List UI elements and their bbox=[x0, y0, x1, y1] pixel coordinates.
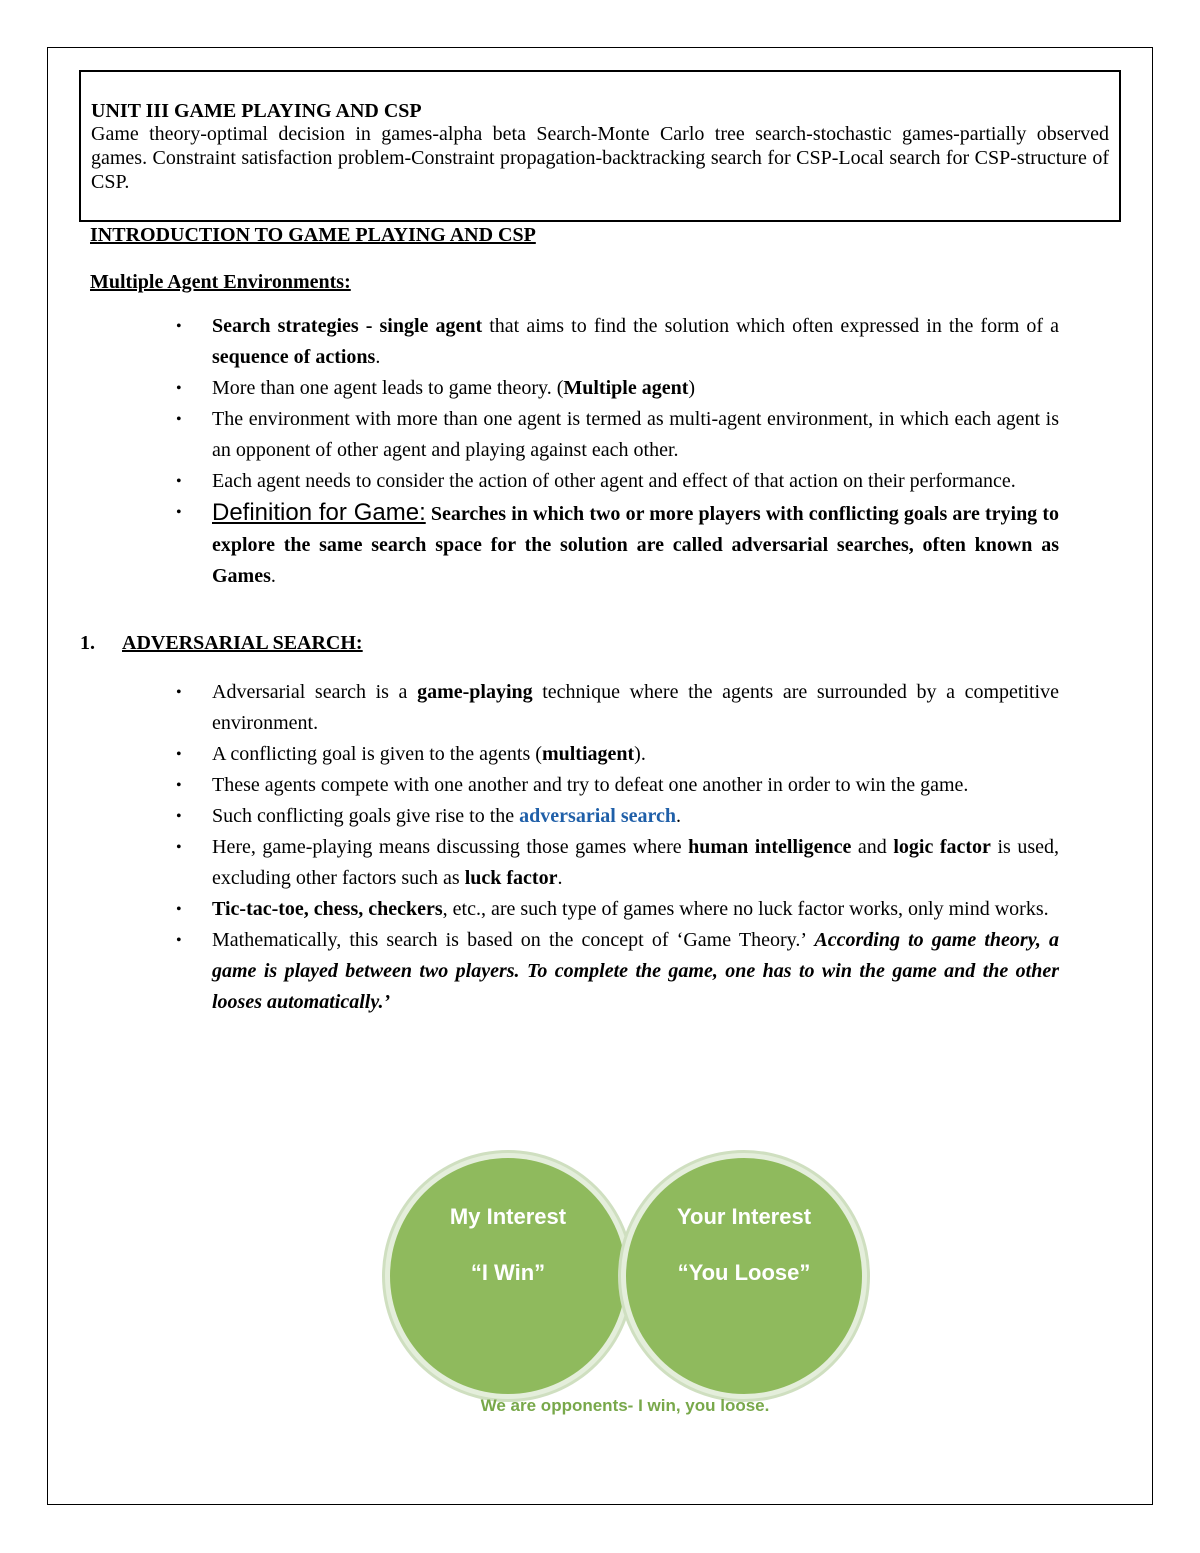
text: Such conflicting goals give rise to the bbox=[212, 805, 520, 827]
adversarial-search-link[interactable]: adversarial search bbox=[519, 805, 676, 827]
bullet-icon: • bbox=[176, 684, 182, 701]
text: These agents compete with one another and try to defeat one another in order to win the game. bbox=[212, 774, 969, 796]
bullet-icon: • bbox=[176, 901, 182, 918]
bold-text: Search strategies - single agent bbox=[212, 315, 483, 337]
list-item bbox=[176, 677, 1059, 739]
bullet-icon: • bbox=[176, 380, 182, 397]
section-number: 1. bbox=[80, 632, 95, 654]
list-item bbox=[176, 894, 1059, 925]
text: , etc., are such type of games where no luck factor works, only mind works. bbox=[442, 898, 1049, 920]
bold-text: Searches in which two or more players with conflicting goals are trying to explore the same search space for the solution are called adversarial searches, often known as Games bbox=[212, 503, 1060, 587]
text: ) bbox=[688, 377, 696, 399]
list-item bbox=[176, 801, 1059, 832]
bullet-icon: • bbox=[176, 777, 182, 794]
bullet-icon: • bbox=[176, 932, 182, 949]
circle-label: Your Interest bbox=[676, 1204, 812, 1229]
text: Mathematically, this search is based on the concept of ‘Game Theory.’ bbox=[212, 929, 807, 951]
list-item bbox=[176, 404, 1059, 466]
bold-text: Tic-tac-toe, chess, checkers bbox=[212, 898, 443, 920]
text: ). bbox=[634, 743, 646, 765]
your-interest-circle bbox=[626, 1158, 862, 1394]
section-title: ADVERSARIAL SEARCH: bbox=[122, 632, 363, 654]
bullet-icon: • bbox=[176, 808, 182, 825]
bullet-icon: • bbox=[176, 504, 182, 521]
list-item bbox=[176, 832, 1059, 894]
bold-text: Multiple agent bbox=[563, 377, 689, 399]
text: More than one agent leads to game theory. ( bbox=[212, 377, 564, 399]
circle-label: “I Win” bbox=[470, 1260, 546, 1285]
unit-title: UNIT III GAME PLAYING AND CSP bbox=[91, 100, 422, 122]
bullet-icon: • bbox=[176, 473, 182, 490]
multi-agent-list bbox=[176, 311, 1059, 592]
text: Here, game-playing means discussing those games where bbox=[212, 836, 689, 858]
intro-heading: INTRODUCTION TO GAME PLAYING AND CSP bbox=[90, 224, 536, 246]
text: is used, excluding other factors such as bbox=[212, 836, 1060, 889]
text: . bbox=[375, 346, 381, 368]
bold-text: game-playing bbox=[417, 681, 533, 703]
unit-syllabus: Game theory-optimal decision in games-alpha beta Search-Monte Carlo tree search-stochastic games-partially observed games. Constraint satisfaction problem-Constraint propagation-backtracking search for CSP-Local search for CSP-structure of CSP. bbox=[91, 123, 1109, 193]
adversarial-heading bbox=[80, 632, 363, 655]
list-item bbox=[176, 739, 1059, 770]
bold-italic-text: According to game theory, a game is played between two players. To complete the game, one has to win the game and the other looses automatically.’ bbox=[212, 929, 1059, 1013]
text: . bbox=[557, 867, 563, 889]
circle-label: “You Loose” bbox=[677, 1260, 811, 1285]
bold-text: human intelligence bbox=[688, 836, 852, 858]
text: that aims to find the solution which often expressed in the form of a bbox=[482, 315, 1060, 337]
text: . bbox=[270, 565, 276, 587]
diagram-caption: We are opponents- I win, you loose. bbox=[480, 1396, 770, 1415]
bold-text: luck factor bbox=[464, 867, 558, 889]
list-item bbox=[176, 466, 1059, 497]
text: Each agent needs to consider the action of other agent and effect of that action on their performance. bbox=[212, 470, 1016, 492]
list-item-definition bbox=[176, 497, 1059, 592]
list-item bbox=[176, 373, 1059, 404]
text: The environment with more than one agent is termed as multi-agent environment, in which each agent is an opponent of other agent and playing against each other. bbox=[212, 408, 1059, 461]
list-item bbox=[176, 770, 1059, 801]
text: A conflicting goal is given to the agents ( bbox=[212, 743, 542, 765]
bold-text: sequence of actions bbox=[212, 346, 376, 368]
text: technique where the agents are surrounded by a competitive environment. bbox=[212, 681, 1059, 734]
bullet-icon: • bbox=[176, 318, 182, 335]
bold-text: logic factor bbox=[893, 836, 991, 858]
bullet-icon: • bbox=[176, 839, 182, 856]
unit-summary-box bbox=[79, 70, 1121, 222]
list-item bbox=[176, 925, 1059, 1018]
adversarial-list bbox=[176, 677, 1059, 1018]
opponents-diagram bbox=[380, 1140, 870, 1430]
bullet-icon: • bbox=[176, 746, 182, 763]
list-item bbox=[176, 311, 1059, 373]
text: Adversarial search is a bbox=[212, 681, 418, 703]
text: and bbox=[851, 836, 894, 858]
bold-text: multiagent bbox=[541, 743, 635, 765]
definition-label: Definition for Game: bbox=[212, 499, 426, 526]
multi-agent-heading: Multiple Agent Environments: bbox=[90, 271, 351, 293]
text: . bbox=[676, 805, 681, 827]
bullet-icon: • bbox=[176, 411, 182, 428]
my-interest-circle bbox=[390, 1158, 626, 1394]
circle-label: My Interest bbox=[449, 1204, 567, 1229]
